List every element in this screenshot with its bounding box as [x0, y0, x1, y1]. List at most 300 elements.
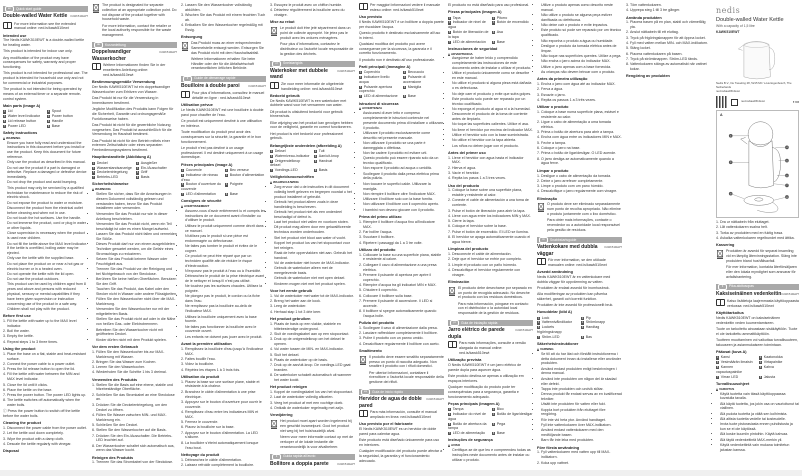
- list-item: • Ensure you have fully read and understood the instructions in this document before you install or use the product. Keep this document for future reference.: [7, 141, 88, 160]
- manual-note: [270, 82, 355, 92]
- warning-text: AVVERTENZA: [362, 106, 383, 111]
- part-number: 3: [448, 21, 451, 25]
- warning-triangle-icon: [716, 388, 718, 391]
- list-item: 4. Repeat steps 1 to 3 three times.: [7, 340, 88, 345]
- list-item: • Utilizzare il prodotto esclusivamente come descritto nel presente manuale.: [363, 131, 444, 141]
- section-header-label: Snabbstartsguide: [550, 237, 577, 242]
- paragraph: This product is intended for indoor use only.: [3, 49, 73, 54]
- title-text: Bouilloire à double paroi: [181, 82, 240, 89]
- paragraph: Cualquier modificación del producto puede afectar a la seguridad, la garantía y el funcionamiento adecuado.: [359, 449, 443, 463]
- list-item: 2. Låt vattenkokaren svalna helt.: [720, 225, 799, 230]
- list-item: 4. Détartrez régulièrement la bouilloire avec du vinaigre.: [274, 8, 355, 18]
- list-item: • Dieses Produkt darf nur von einem ausgebildeten Techniker gewartet werden, um die Gefahr eines Stromschlags zu reduzieren.: [96, 242, 177, 256]
- qr-caption: ned.is/kawk510ewt: [741, 99, 765, 104]
- certification-marks-icon: ◐▭: [792, 98, 799, 104]
- paragraph: Il prodotto non è destinato all’uso professionale.: [359, 57, 436, 62]
- step-list: [270, 294, 355, 315]
- callout-6: [777, 174, 789, 178]
- model-code: KAWK510EWT: [248, 84, 266, 88]
- step-list: [359, 220, 444, 245]
- section-title: [716, 291, 799, 299]
- step-list: [537, 82, 622, 103]
- list-item: • Trennen Sie das Produkt vor der Reinigung und bei Nichtgebrauch von der Steckdose.: [96, 267, 177, 277]
- bullet-list: [92, 192, 177, 342]
- subheading-text: Utilisation du produit: [181, 374, 220, 379]
- section-header-label: Guida rapida all’avvio: [283, 454, 316, 459]
- language-section-header: [92, 42, 177, 48]
- part-number: 4: [581, 321, 584, 325]
- disposal-paragraph: Het product moet apart worden ingeleverd bij een geschikt inzamelpunt. Gooi het product niet weg bij het huishoudelijk afval.: [280, 419, 352, 433]
- part-label: Pitorro: [496, 15, 508, 20]
- manual-book-icon: [716, 299, 725, 306]
- subheading-text: Utilizzo del prodotto: [359, 247, 396, 252]
- disposal-icon-wrap: [270, 26, 278, 58]
- disposal-paragraph: Il prodotto deve essere smaltito separatamente presso un punto di raccolta adeguato. Non smaltire il prodotto con i rifiuti domestici.: [369, 354, 444, 369]
- part-number: 8: [492, 40, 495, 44]
- part-label: Ein-/Ausschalter: [140, 165, 167, 170]
- list-item: 1. Plaats de basis op een vlakke, stabiele en hittebestendige ondergrond.: [274, 322, 355, 332]
- subheading: [181, 163, 266, 168]
- part-label: Bouton d’ouverture du couvercle: [181, 182, 222, 192]
- part-label: Botón de encendido: [496, 20, 529, 25]
- paragraph: Tuote on tarkoitettu ainoastaan sisäkäyttöön. Tuote ei ole tarkoitettu ammattikäyttöön.: [716, 327, 798, 336]
- note-text: Para mais informações, consulte a versão alargada do manual online: ned.is/kawk510ewt: [459, 341, 526, 355]
- section-header-label: Snelstartgids: [283, 61, 303, 66]
- list-item: 6. Placez la bouilloire sur la base.: [185, 425, 266, 430]
- part-item: [448, 20, 489, 30]
- list-item: • Kinder dürfen nicht mit dem Produkt spielen.: [96, 338, 177, 343]
- subheading-text: Cleaning the product: [3, 421, 41, 426]
- part-item: [759, 375, 799, 380]
- manual-note: [448, 341, 533, 355]
- subheading: [448, 280, 533, 285]
- main-parts-list: [3, 109, 88, 128]
- part-label: Kannen vapautuspainike: [716, 365, 742, 374]
- warning-triangle-icon: [270, 181, 272, 184]
- part-number: 2: [47, 110, 50, 114]
- paragraph: Este produto destina-se apenas a utilização em espaços interiores.: [448, 373, 524, 383]
- list-item: • Disconnect the product from the electrical outlet before cleaning and when not in use.: [7, 206, 88, 216]
- part-number: 3: [537, 321, 540, 325]
- paragraph: El producto no está diseñado para uso profesional.: [448, 3, 530, 7]
- step-list: [181, 347, 266, 372]
- title-text: Hervidor de agua de doble pared: [359, 396, 422, 409]
- disposal-icon-wrap: [92, 3, 100, 39]
- list-item: • Ne touchez pas les surfaces chaudes. Utilisez la poignée.: [185, 284, 266, 294]
- list-item: • No utilice el producto si alguna pieza está dañada o es defectuosa.: [452, 81, 533, 91]
- subheading-text: Kassering: [716, 243, 735, 248]
- part-item: [270, 168, 311, 173]
- part-item: [359, 75, 400, 85]
- subheading: [270, 144, 355, 149]
- manual-book-icon: [448, 341, 457, 348]
- figure-label: A: [720, 113, 723, 118]
- part-label: Virran LED: [720, 374, 739, 379]
- list-item: 1. Fyll vattenkokaren med vatten upp till MAX-indikatorn.: [541, 450, 622, 460]
- manual-note: [537, 258, 622, 268]
- part-label: Ström-LED: [541, 334, 560, 339]
- subheading-text: Hauptbestandteile (Abbildung A): [92, 155, 151, 160]
- manual-note: [92, 63, 177, 77]
- step-list: [270, 322, 355, 383]
- part-number: 3: [270, 154, 273, 158]
- subheading-text: Verwenden des Produkts: [92, 377, 138, 382]
- part-number: 5: [270, 159, 273, 163]
- list-item: 2. Lasciare raffreddare completamente il bollitore.: [363, 331, 444, 336]
- disposal-paragraph: The product is designated for separate collection at an appropriate collection point. Do not dispose of the product together with household waste.: [102, 3, 177, 22]
- list-item: 3. Wischen Sie das Produkt mit einem feuchten Tuch ab.: [185, 13, 266, 23]
- list-item: 6. Plaats de waterkoker op de basis.: [274, 358, 355, 363]
- list-item: • Dit product mag alleen door een gekwalificeerde technicus worden onderhouden.: [274, 225, 355, 235]
- subheading: [3, 131, 88, 141]
- subheading: [448, 10, 533, 15]
- kettle-product-image: [716, 35, 799, 81]
- part-number: 4: [492, 21, 495, 25]
- part-number: 2: [492, 16, 495, 20]
- paragraph: Il Nedis KAWK510EWT è un bollitore a doppia parete per riscaldare l’acqua.: [359, 19, 444, 29]
- list-item: 1. Vul de waterkoker met water tot de MAX-indicator.: [274, 294, 355, 299]
- list-item: 4. Llene con agua entre los indicadores MIN y MAX.: [452, 214, 533, 219]
- svg-text:4: 4: [786, 147, 788, 150]
- list-item: 2. Conecte el cable de alimentación a una toma de corriente.: [452, 198, 533, 208]
- list-item: • Koppla bort produkten från eluttaget före rengöring.: [541, 408, 622, 418]
- part-number: 5: [3, 119, 6, 123]
- subheading-text: Prima del primo utilizzo: [359, 215, 402, 220]
- list-item: • Verwenden Sie den Wasserkocher nur mit der mitgelieferten Basis.: [96, 307, 177, 317]
- part-number: 3: [359, 76, 362, 80]
- part-item: [716, 365, 756, 375]
- list-item: • Não encha o jarro acima do indicador MAX.: [541, 59, 622, 64]
- part-label: Jalusta: [763, 374, 776, 379]
- list-item: • Utilizzare il bollitore solo con la base fornita.: [363, 197, 444, 202]
- manual-book-icon: [3, 22, 12, 29]
- paragraph: Qualquer modificação do produto pode ter consequências para a segurança, garantia e funcionamento adequado.: [448, 384, 519, 399]
- list-item: 4. Füllen Sie Wasser zwischen MIN- und MAX-Markierung ein.: [96, 413, 177, 423]
- manual-note: [359, 3, 444, 13]
- part-label: Tuit: [318, 148, 325, 153]
- list-item: • Använd inte produkten om någon del är skadad eller defekt.: [541, 377, 622, 387]
- list-item: • Utilice el producto únicamente como se describe en este manual.: [452, 71, 533, 81]
- nedis-logo: nedis: [716, 6, 741, 15]
- part-number: 5: [448, 30, 451, 34]
- part-item: [448, 431, 489, 436]
- crossed-bin-icon: [716, 249, 724, 259]
- list-item: 4. Fyll med vatten mellan MIN- och MAX-indikatorn.: [630, 41, 711, 46]
- warning-triangle-icon: [3, 137, 5, 140]
- bullet-list: [270, 185, 355, 286]
- language-flag-icon: fi: [718, 284, 727, 290]
- part-number: 7: [359, 95, 362, 99]
- list-item: 1. Encha o jarro com água até ao indicador MAX.: [541, 82, 622, 87]
- part-label: Botão de ligar/desligar: [496, 411, 533, 416]
- part-item: [581, 325, 622, 335]
- subheading: [3, 104, 88, 109]
- part-number: 5: [537, 326, 540, 330]
- part-number: 1: [537, 316, 540, 320]
- subheading: [359, 349, 444, 354]
- part-number: 7: [448, 40, 451, 44]
- subheading-text: Eliminación: [448, 279, 470, 284]
- subheading-text: Verwijdering: [270, 413, 293, 418]
- list-item: 3. Pulire il prodotto con un panno umido.: [363, 336, 444, 341]
- list-item: • Raak de hete oppervlakken niet aan. Gebruik het handvat.: [274, 251, 355, 261]
- part-number: 5: [92, 171, 95, 175]
- list-item: 2. Anslut nätkabeln till ett eluttag.: [630, 30, 711, 35]
- part-label: Waterniveau-indicator: [274, 153, 310, 158]
- part-number: 6: [136, 171, 139, 175]
- part-number: 7: [92, 176, 95, 180]
- part-label: Base: [407, 94, 416, 99]
- info-icon: ⓘ: [3, 409, 8, 414]
- note-text: Weitere Informationen finden Sie in der erweiterten Anleitung online: ned.is/kawk510ewt: [103, 63, 166, 77]
- part-number: 8: [47, 124, 50, 128]
- part-number: 7: [181, 192, 184, 196]
- part-item: [492, 20, 533, 30]
- part-number: 5: [448, 422, 451, 426]
- step-list: [448, 156, 533, 181]
- disposal-paragraph: Pour plus d’informations, contactez le distributeur ou l’autorité locale responsable de la gestion des déchets.: [280, 41, 354, 56]
- part-item: [314, 159, 355, 169]
- subheading: [448, 402, 533, 407]
- list-item: 5. Stäng locket.: [630, 46, 711, 51]
- list-item: 4. Repita os passos 1 a 3 três vezes.: [541, 98, 622, 103]
- list-item: 4. Avkalka vattenkokaren regelbundet med ättika.: [720, 236, 799, 241]
- list-item: • Do not drop the product and avoid bumping.: [7, 180, 88, 185]
- part-label: Power LED: [7, 123, 26, 128]
- main-parts-list: [448, 407, 533, 436]
- part-number: 6: [314, 159, 317, 163]
- list-item: 4. Decalcificare regolarmente il bollitore con aceto.: [363, 342, 444, 347]
- paragraph: Tuotteen muuttaminen voi vaikuttaa turvallisuuteen, takuuseen ja asianmukaiseen toimintaan.: [716, 338, 798, 347]
- list-item: • Setzen Sie das Produkt keinem Wasser oder Feuchtigkeit aus.: [96, 257, 177, 267]
- disposal-paragraph: O produto deve ser eliminado separadamente num ponto de recolha apropriado. Não elimine o produto juntamente com o lixo doméstico.: [547, 202, 621, 217]
- part-label: Water level indicator: [7, 114, 41, 119]
- manual-book-icon: [270, 82, 279, 89]
- disposal-paragraph: Para obter mais informações, contacte o revendedor ou a autoridade local responsável pela gestão de resíduos.: [547, 218, 620, 232]
- subheading: [92, 155, 177, 160]
- list-item: • Utilice el hervidor solo con la base suministrada.: [452, 133, 533, 138]
- list-item: 8. La bouilloire s’éteint automatiquement lorsque l’eau bout.: [185, 441, 266, 451]
- subheading: [448, 47, 533, 57]
- part-label: Lid release button: [7, 118, 37, 123]
- part-label: Tampa: [452, 407, 464, 412]
- part-label: Deckelentriegelung: [96, 170, 128, 175]
- list-item: 3. Press the lid release button to open the lid.: [7, 367, 88, 372]
- warning-triangle-icon: [359, 107, 361, 110]
- manufacturer-address: Nedis B.V., De Tweeling 28, 5215 MC ’s-Hertogenbosch, The Netherlands: [716, 81, 792, 89]
- list-item: • Tauchen Sie das Produkt, das Kabel oder den Stecker nicht in Wasser oder andere Flüssigkeiten.: [96, 287, 177, 297]
- model-code: KAWK510EWT: [604, 246, 622, 250]
- part-label: Deckel: [96, 160, 108, 165]
- crossed-bin-icon: [181, 41, 189, 51]
- list-item: 4. Encha com água entre os indicadores MIN e MAX.: [541, 135, 622, 140]
- crossed-bin-icon: [359, 355, 367, 365]
- note-text: For more information see the extended manual online: ned.is/kawk510ewt: [14, 21, 76, 31]
- part-item: [537, 325, 578, 335]
- step-list: [181, 380, 266, 451]
- list-item: 4. Descalcifique o jarro regularmente com vinagre.: [541, 189, 622, 194]
- subheading-text: Utilizar o produto: [537, 105, 569, 110]
- list-item: • Irrota tuote pistorasiasta ennen puhdistusta ja kun se ei ole käytössä.: [720, 422, 799, 432]
- subheading-text: Smaltimento: [359, 348, 382, 353]
- part-item: [270, 159, 311, 169]
- warning-triangle-icon: [448, 53, 450, 56]
- part-number: 8: [225, 192, 228, 196]
- disposal-paragraph: El producto debe desecharse por separado en un punto de recogida adecuado. No deseche el producto con los residuos domésticos.: [458, 285, 532, 300]
- main-parts-list: [92, 161, 177, 180]
- paragraph: Der Nedis KAWK510EWT ist ein doppelwandiger Wasserkocher zum Erhitzen von Wasser.: [92, 85, 171, 94]
- section-title: [92, 49, 177, 62]
- subheading-text: Antes del primer uso: [448, 150, 486, 155]
- disposal-paragraph: Das Produkt muss an einer entsprechenden Sammelstelle entsorgt werden. Entsorgen Sie das Produkt nicht mit dem Haushaltsabfall.: [191, 41, 264, 55]
- part-item: [47, 124, 88, 129]
- list-item: 8. Vattenkokaren stängs av automatiskt när vattnet kokar.: [630, 62, 711, 72]
- warning-text: WAARSCHUWING: [273, 180, 299, 185]
- disposal-paragraph: Per ulteriori informazioni, contattare il rivenditore o l’autorità locale responsabile della gestione dei rifiuti.: [369, 370, 444, 385]
- crossed-bin-icon: [537, 202, 545, 212]
- warning-triangle-icon: [537, 348, 539, 351]
- language-flag-icon: nl: [272, 61, 281, 67]
- subheading: [270, 20, 355, 25]
- paragraph: Jegliche Modifikation des Produkts kann Folgen für die Sicherheit, Garantie und ordnungsgemäße Funktionsweise haben.: [92, 107, 174, 121]
- list-item: 1. Scollegare il cavo di alimentazione dalla presa.: [363, 326, 444, 331]
- list-item: 2. Hierva el agua.: [452, 166, 533, 171]
- list-item: 6. Stellen Sie den Wasserkocher auf die Basis.: [96, 428, 177, 433]
- list-item: • Älä pudota tuotetta ja vältä sen kolhimista.: [720, 412, 799, 417]
- list-item: 4. Herhaal stap 1 tot 3 drie keer.: [274, 310, 355, 315]
- part-label: Indicador de nivel de agua: [448, 20, 486, 30]
- list-item: 8. Der Wasserkocher schaltet sich automatisch aus, wenn das Wasser kocht.: [96, 444, 177, 454]
- list-item: 1. Desconecte el cable de alimentación.: [452, 252, 533, 257]
- warning-text: ADVERTENCIA: [451, 51, 473, 56]
- part-label: Pip: [585, 315, 591, 320]
- list-item: 1. Collocare la base su una superficie piana, stabile e resistente al calore.: [363, 253, 444, 263]
- title-text: Kaksiseinäinen vedenkeitin: [716, 290, 782, 297]
- subheading-text: Using the product: [3, 346, 36, 351]
- subheading-text: Entsorgung: [181, 35, 203, 40]
- list-item: 6. Placera vattenkokaren på basen.: [630, 52, 711, 57]
- part-number: 4: [492, 412, 495, 416]
- subheading: [270, 413, 355, 418]
- model-code: KAWK510EWT: [70, 15, 88, 18]
- list-item: • Non riempire il bollitore oltre l’indicatore MAX.: [363, 192, 444, 197]
- list-item: • Questo prodotto può essere riparato solo da un tecnico qualificato.: [363, 156, 444, 166]
- subheading-text: Pääosat (kuva A): [716, 350, 747, 355]
- list-item: • Gebruik de waterkoker niet met open deksel.: [274, 276, 355, 281]
- list-item: 2. Connect the power cable to a power outlet.: [7, 362, 88, 367]
- subheading: [181, 199, 266, 209]
- part-label: Ontgrendelknop deksel: [270, 158, 301, 168]
- list-item: • Stel het product niet bloot aan water of vocht.: [274, 236, 355, 241]
- list-item: • Koppel het product los van het stopcontact voor het reinigen.: [274, 241, 355, 251]
- list-item: • Stellen Sie das Produkt nicht auf oder in die Nähe von heißen Gas- oder Elektrobrennern.: [96, 317, 177, 327]
- list-item: • As crianças não devem brincar com o produto.: [541, 70, 622, 75]
- list-item: • Este producto solo puede ser reparado por un técnico cualificado.: [452, 97, 533, 107]
- paragraph: Das Produkt ist nicht für den Betrieb mittels einer externen Zeitschaltuhr oder eines separaten Fernbedienungssystems bestimmt.: [92, 138, 170, 153]
- part-label: Maniglia: [407, 84, 422, 89]
- part-number: 1: [3, 110, 6, 114]
- list-item: 3. Empty the kettle.: [7, 334, 88, 339]
- disposal-paragraph: Neem voor meer informatie contact op met de verkoper of de lokale instantie die verantwoordelijk is voor afvalbeheer.: [280, 434, 354, 449]
- part-label: Strömknapp: [585, 320, 606, 325]
- product-url[interactable]: ned.is/kawk510ewt: [716, 88, 740, 93]
- part-label: Bouton d’alimentation: [229, 172, 265, 177]
- part-label: Poignée: [229, 182, 243, 187]
- qr-code: [716, 96, 728, 108]
- part-label: Aan/uit-knop: [318, 153, 339, 158]
- list-item: • Ce produit ne peut être réparé que par un technicien qualifié afin de réduire le risque d’électrocution.: [185, 254, 266, 268]
- list-item: 1. Placez la base sur une surface plane, stable et résistante à la chaleur.: [185, 380, 266, 390]
- list-item: • Vul de waterkoker niet boven de MAX-indicator.: [274, 261, 355, 266]
- subheading-text: Säkerhetsinstruktioner: [537, 342, 579, 347]
- part-label: Couvercle: [185, 167, 202, 172]
- part-item: [92, 175, 133, 180]
- part-number: 6: [403, 85, 406, 89]
- list-item: 2. Let the kettle cool down completely.: [7, 431, 88, 436]
- list-item: • N’exposez pas le produit à l’eau ou à l’humidité.: [185, 269, 266, 274]
- subheading: [3, 449, 88, 454]
- list-item: 1. Place the base on a flat, stable and heat-resistant surface.: [7, 352, 88, 362]
- list-item: 3. Leeg de waterkoker.: [274, 304, 355, 309]
- subheading-text: Limpieza del producto: [448, 247, 489, 252]
- part-item: [759, 365, 799, 375]
- part-label: Basis: [318, 168, 328, 173]
- list-item: • Lassen Sie das Produkt nicht fallen und vermeiden Sie Stöße.: [96, 232, 177, 242]
- manual-note: [359, 410, 444, 420]
- part-item: [181, 182, 222, 192]
- note-tip: [3, 409, 88, 419]
- list-item: 7. Pulse el botón de encendido. El LED se ilumina.: [452, 230, 533, 235]
- list-item: 2. Branchez le câble d’alimentation à une prise électrique.: [185, 390, 266, 400]
- part-label: Pulsante apertura coperchio: [359, 84, 393, 94]
- disposal-icon-wrap: [359, 355, 367, 387]
- list-item: • Betreiben Sie den Wasserkocher nicht mit geöffnetem Deckel.: [96, 328, 177, 338]
- part-label: Handle: [51, 118, 64, 123]
- part-label: LED di alimentazione: [363, 94, 398, 99]
- section-header-label: Pika-aloitusopas: [729, 284, 754, 289]
- svg-text:1: 1: [730, 135, 732, 138]
- part-item: [181, 173, 222, 183]
- subheading-text: Belangrijkste onderdelen (afbeelding A): [270, 143, 342, 148]
- disposal-info: [181, 41, 266, 73]
- paragraph: Le Nedis KAWK510EWT est une bouilloire à double paroi pour chauffer de l’eau.: [181, 108, 264, 117]
- disposal-text: [280, 26, 355, 58]
- part-number: 2: [492, 408, 495, 412]
- part-item: [314, 168, 355, 173]
- list-item: • Los niños no deben jugar con el producto.: [452, 144, 533, 149]
- subheading-text: Instrucciones de seguridad: [448, 46, 498, 51]
- list-item: 3. Vacíe el hervidor.: [452, 171, 533, 176]
- list-item: 2. Ferva a água.: [541, 87, 622, 92]
- part-number: 1: [359, 71, 362, 75]
- paragraph: Nedis KAWK510EWT är en vattenkokare med dubbla väggar för uppvärmning av vatten.: [537, 274, 611, 284]
- list-item: • Não deixe cair o produto e evite impactos.: [541, 23, 622, 28]
- paragraph: Het product is niet bedoeld voor professioneel gebruik.: [270, 131, 344, 141]
- paragraph: O Nedis KAWK510EWT é um jarro elétrico de parede dupla para aquecer água.: [448, 362, 522, 372]
- list-item: 4. Upprepa steg 1 till 3 tre gånger.: [630, 8, 711, 13]
- disposal-info: [448, 286, 533, 318]
- crossed-bin-icon: [270, 26, 278, 36]
- list-item: 8. El hervidor se apaga automáticamente cuando el agua hierve.: [452, 235, 533, 245]
- part-number: 1: [181, 168, 184, 172]
- subheading: [270, 175, 355, 185]
- part-label: Griff: [140, 170, 148, 175]
- part-item: [359, 85, 400, 95]
- model-number: KAWK510EWT: [716, 29, 740, 34]
- manual-text-columns: [3, 3, 711, 469]
- list-item: • No toque las superficies calientes. Utilice el asa.: [452, 122, 533, 127]
- paragraph: Elke wijziging van het product kan gevolgen hebben voor de veiligheid, garantie en correct functioneren.: [270, 120, 353, 130]
